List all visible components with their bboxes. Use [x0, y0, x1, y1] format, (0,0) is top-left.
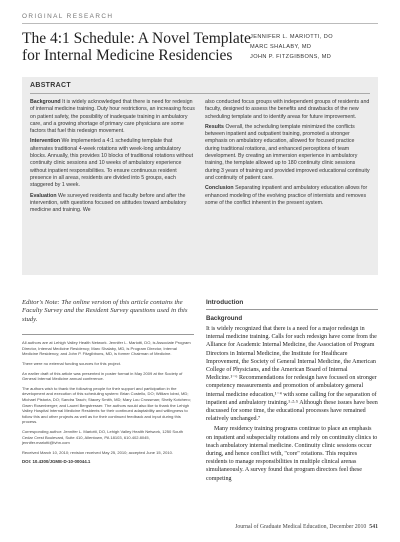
- abstract-rule: [30, 93, 370, 94]
- author-name: MARC SHALABY, MD: [250, 43, 312, 50]
- abstract-text: Overall, the scheduling template minimized the conflicts between inpatient and outpatient training, promoted a stronger emphasis on ambulatory education, allowed for focused practice during traditional rotations, and enhanced perceptions of team development. By creating an immersion experience in ambulatory training, the template allowed up to 180 continuity clinic sessions during 3 years of training and provided improved educational continuity and continuity of patient care.: [205, 123, 370, 181]
- introduction-heading: Introduction: [206, 299, 244, 306]
- doi: DOI: 10.4300/JGME-D-10-00044.1: [22, 459, 91, 465]
- section-tag: ORIGINAL RESEARCH: [22, 13, 114, 20]
- abstract-text: We surveyed residents and faculty before and after the intervention, with questions focused on attitudes toward ambulatory medicine and training. We: [30, 192, 187, 214]
- abstract-box: [22, 77, 378, 275]
- abstract-conclusion: [205, 185, 370, 207]
- page-number: 541: [369, 524, 378, 530]
- abstract-label: Conclusion: [205, 185, 234, 192]
- right-column: [206, 299, 378, 485]
- footnote: Received March 10, 2010; revision received May 25, 2010; accepted June 15, 2010.: [22, 449, 173, 455]
- abstract-text: also conducted focus groups with independent groups of residents and faculty, designed to assess the benefits and drawbacks of the new scheduling template and to identify areas for future improvement.: [205, 99, 370, 120]
- abstract-label: Intervention: [30, 138, 61, 145]
- footnote: Corresponding author: Jennifer L. Mariotti, DO, Lehigh Valley Health Network, 1250 South Cedar Crest Boulevard, Suite 410, Allentown, PA 18103, 610.402.8045, jennifer.mariotti@lvhn.com: [22, 428, 183, 446]
- abstract-evaluation: [30, 193, 195, 215]
- introduction-rule: [206, 309, 378, 310]
- abstract-results: [205, 124, 370, 182]
- journal-name: Journal of Graduate Medical Education, December 2010: [235, 524, 367, 530]
- abstract-label: Results: [205, 123, 224, 130]
- footnote: An earlier draft of this article was presented in poster format in May 2009 at the Society of General Internal Medicine annual conference.: [22, 370, 183, 382]
- body-paragraph: Many residency training programs continue to place an emphasis on inpatient and subspecialty rotations and rely on continuity clinics to teach ambulatory internal medicine. Continuity clinic sessions occur during, and hence conflict with, "core" rotations. This requires residents to manage responsibilities in multiple clinical arenas simultaneously. A survey found that program directors feel these competing: [206, 426, 378, 482]
- abstract-text: We implemented a 4:1 scheduling template that alternates traditional 4-week rotations with week-long ambulatory blocks. Annually, this provides 10 blocks of traditional rotations without continuity clinic sessions and 10 weeks of ambulatory experience without inpatient responsibilities. To ensure continuous resident presence in all areas, residents are divided into 5 groups, each staggered by 1 week.: [30, 138, 194, 189]
- abstract-background: [30, 99, 195, 135]
- abstract-text: Separating inpatient and ambulatory education allows for enhanced modeling of the evolving practice of internists and removes some of the conflict inherent in the present system.: [205, 185, 368, 206]
- abstract-evaluation-cont: [205, 99, 370, 121]
- background-subheading: Background: [206, 315, 243, 322]
- abstract-column-left: [30, 99, 195, 217]
- author-name: JOHN P. FITZGIBBONS, MD: [250, 53, 332, 60]
- article-title: The 4:1 Schedule: A Novel Template for Internal Medicine Residencies: [22, 30, 251, 64]
- abstract-column-right: [205, 99, 370, 217]
- left-column: [22, 299, 194, 464]
- header-rule: [22, 23, 378, 24]
- author-name: JENNIFER L. MARIOTTI, DO: [250, 34, 333, 40]
- abstract-heading: ABSTRACT: [30, 82, 71, 89]
- abstract-intervention: [30, 138, 195, 189]
- abstract-text: It is widely acknowledged that there is need for redesign of internal medicine training. Duty hour restrictions, an increasing focus on patient safety, the possibility of inadequate training in ambulatory care, and a growing shortage of primary care physicians are some factors that fuel this redesign movement.: [30, 99, 195, 135]
- body-paragraph: It is widely recognized that there is a need for a major redesign in internal medicine training. Calls for such redesign have come from the Alliance for Academic Internal Medicine, the Association of Program Directors in Internal Medicine, the Institute for Healthcare Improvement, the Society of General Internal Medicine, the American College of Physicians, and the American Board of Internal Medicine.¹⁻⁶ Recommendations for redesign have focused on stronger competency measurements and promotion of ambulatory general internal medicine education,¹⁻⁴ with some calling for the separation of inpatient and ambulatory training.¹·²·⁵ Although these issues have been discussed for some time, the educational processes have remained relatively unchanged.⁷: [206, 326, 378, 423]
- author-list: [250, 33, 390, 62]
- footnotes: [22, 340, 194, 455]
- abstract-label: Background: [30, 99, 61, 105]
- footnote: There were no external funding sources for this project.: [22, 361, 121, 366]
- footnote: The authors wish to thank the following people for their support and participation in the development and execution of this scheduling system: Brian Costello, DO; William Iobst, MD; Michael Pistoria, DO; Sandra Tasch; Stacey Smith, MD; Mary Lou Crossman; Shelly Kotchero; Gwen Rosenberger; and Laurel Bergstresser. The authors would also like to thank the Lehigh Valley Hospital Internal Medicine Residents for their continued adaptability and willingness to follow this and other projects as well as for their continued feedback and input during this process.: [22, 385, 191, 425]
- editors-note: Editor's Note: The online version of this article contains the Faculty Survey and the Resident Survey questions used in this study.: [22, 299, 188, 323]
- footnote: All authors are at Lehigh Valley Health Network. Jennifer L. Mariotti, DO, is Associate Program Director, Internal Medicine Residency; Marc Shalaby, MD, is Program Director, Internal Medicine Residency; and John P. Fitzgibbons, MD, is former Chairman of Medicine.: [22, 340, 191, 357]
- page-footer: [235, 524, 378, 530]
- abstract-label: Evaluation: [30, 192, 57, 199]
- footnote-rule: [22, 334, 194, 335]
